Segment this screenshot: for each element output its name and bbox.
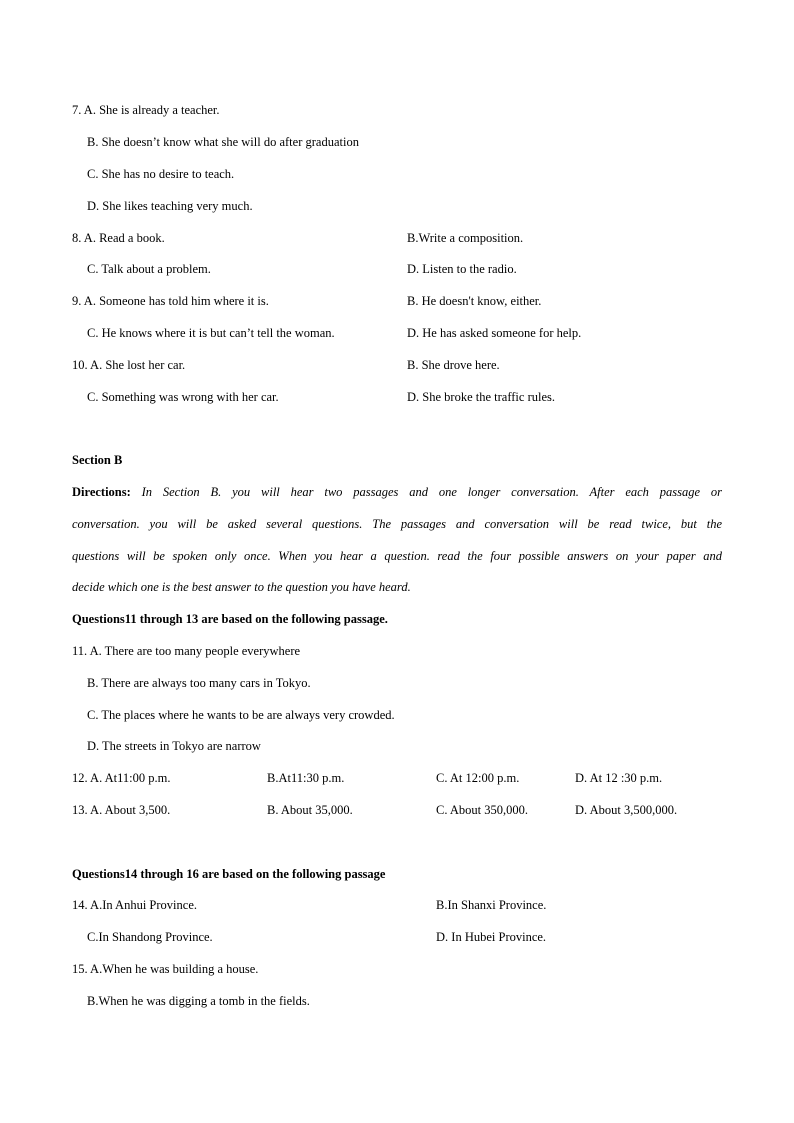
q13-option-a: 13. A. About 3,500.	[72, 803, 171, 817]
directions-line-2: conversation. you will be asked several questions. The passages and conversation will be read twice, but the	[72, 517, 722, 531]
q8-option-d: D. Listen to the radio.	[407, 262, 517, 276]
q14-option-d: D. In Hubei Province.	[436, 930, 547, 944]
q14-option-c: C.In Shandong Province.	[87, 930, 213, 944]
q14-option-a: 14. A.In Anhui Province.	[72, 898, 197, 912]
q12-option-d: D. At 12 :30 p.m.	[575, 771, 663, 785]
q7-option-c: C. She has no desire to teach.	[87, 167, 235, 181]
group1-heading: Questions11 through 13 are based on the following passage.	[72, 612, 388, 626]
directions-line-3: questions will be spoken only once. When you hear a question. read the four possible answers on your paper and	[72, 549, 722, 563]
q14-option-b: B.In Shanxi Province.	[436, 898, 547, 912]
q12-option-b: B.At11:30 p.m.	[267, 771, 345, 785]
q8-option-c: C. Talk about a problem.	[87, 262, 211, 276]
q10-option-a: 10. A. She lost her car.	[72, 358, 186, 372]
directions-line-4: decide which one is the best answer to the question you have heard.	[72, 580, 411, 594]
q7-option-a: 7. A. She is already a teacher.	[72, 103, 220, 117]
q7-option-b: B. She doesn’t know what she will do after graduation	[87, 135, 359, 149]
directions-label: Directions:	[72, 485, 131, 499]
q15-option-b: B.When he was digging a tomb in the fields.	[87, 994, 310, 1008]
q12-option-a: 12. A. At11:00 p.m.	[72, 771, 171, 785]
group2-heading: Questions14 through 16 are based on the following passage	[72, 867, 386, 881]
q8-option-a: 8. A. Read a book.	[72, 231, 165, 245]
q11-option-b: B. There are always too many cars in Tokyo.	[87, 676, 311, 690]
q11-option-a: 11. A. There are too many people everywhere	[72, 644, 301, 658]
q9-option-a: 9. A. Someone has told him where it is.	[72, 294, 269, 308]
q8-option-b: B.Write a composition.	[407, 231, 524, 245]
directions-line-1	[72, 484, 722, 500]
q11-option-d: D. The streets in Tokyo are narrow	[87, 739, 261, 753]
q13-option-c: C. About 350,000.	[436, 803, 529, 817]
q11-option-c: C. The places where he wants to be are always very crowded.	[87, 708, 395, 722]
q9-option-b: B. He doesn't know, either.	[407, 294, 542, 308]
q13-option-d: D. About 3,500,000.	[575, 803, 678, 817]
directions-text-1: In Section B. you will hear two passages and one longer conversation. After each passage or	[130, 485, 722, 499]
q15-option-a: 15. A.When he was building a house.	[72, 962, 259, 976]
q9-option-d: D. He has asked someone for help.	[407, 326, 582, 340]
q7-option-d: D. She likes teaching very much.	[87, 199, 253, 213]
q9-option-c: C. He knows where it is but can’t tell the woman.	[87, 326, 335, 340]
q10-option-c: C. Something was wrong with her car.	[87, 390, 279, 404]
q10-option-d: D. She broke the traffic rules.	[407, 390, 555, 404]
q12-option-c: C. At 12:00 p.m.	[436, 771, 520, 785]
q10-option-b: B. She drove here.	[407, 358, 500, 372]
q13-option-b: B. About 35,000.	[267, 803, 353, 817]
section-title: Section B	[72, 453, 123, 467]
